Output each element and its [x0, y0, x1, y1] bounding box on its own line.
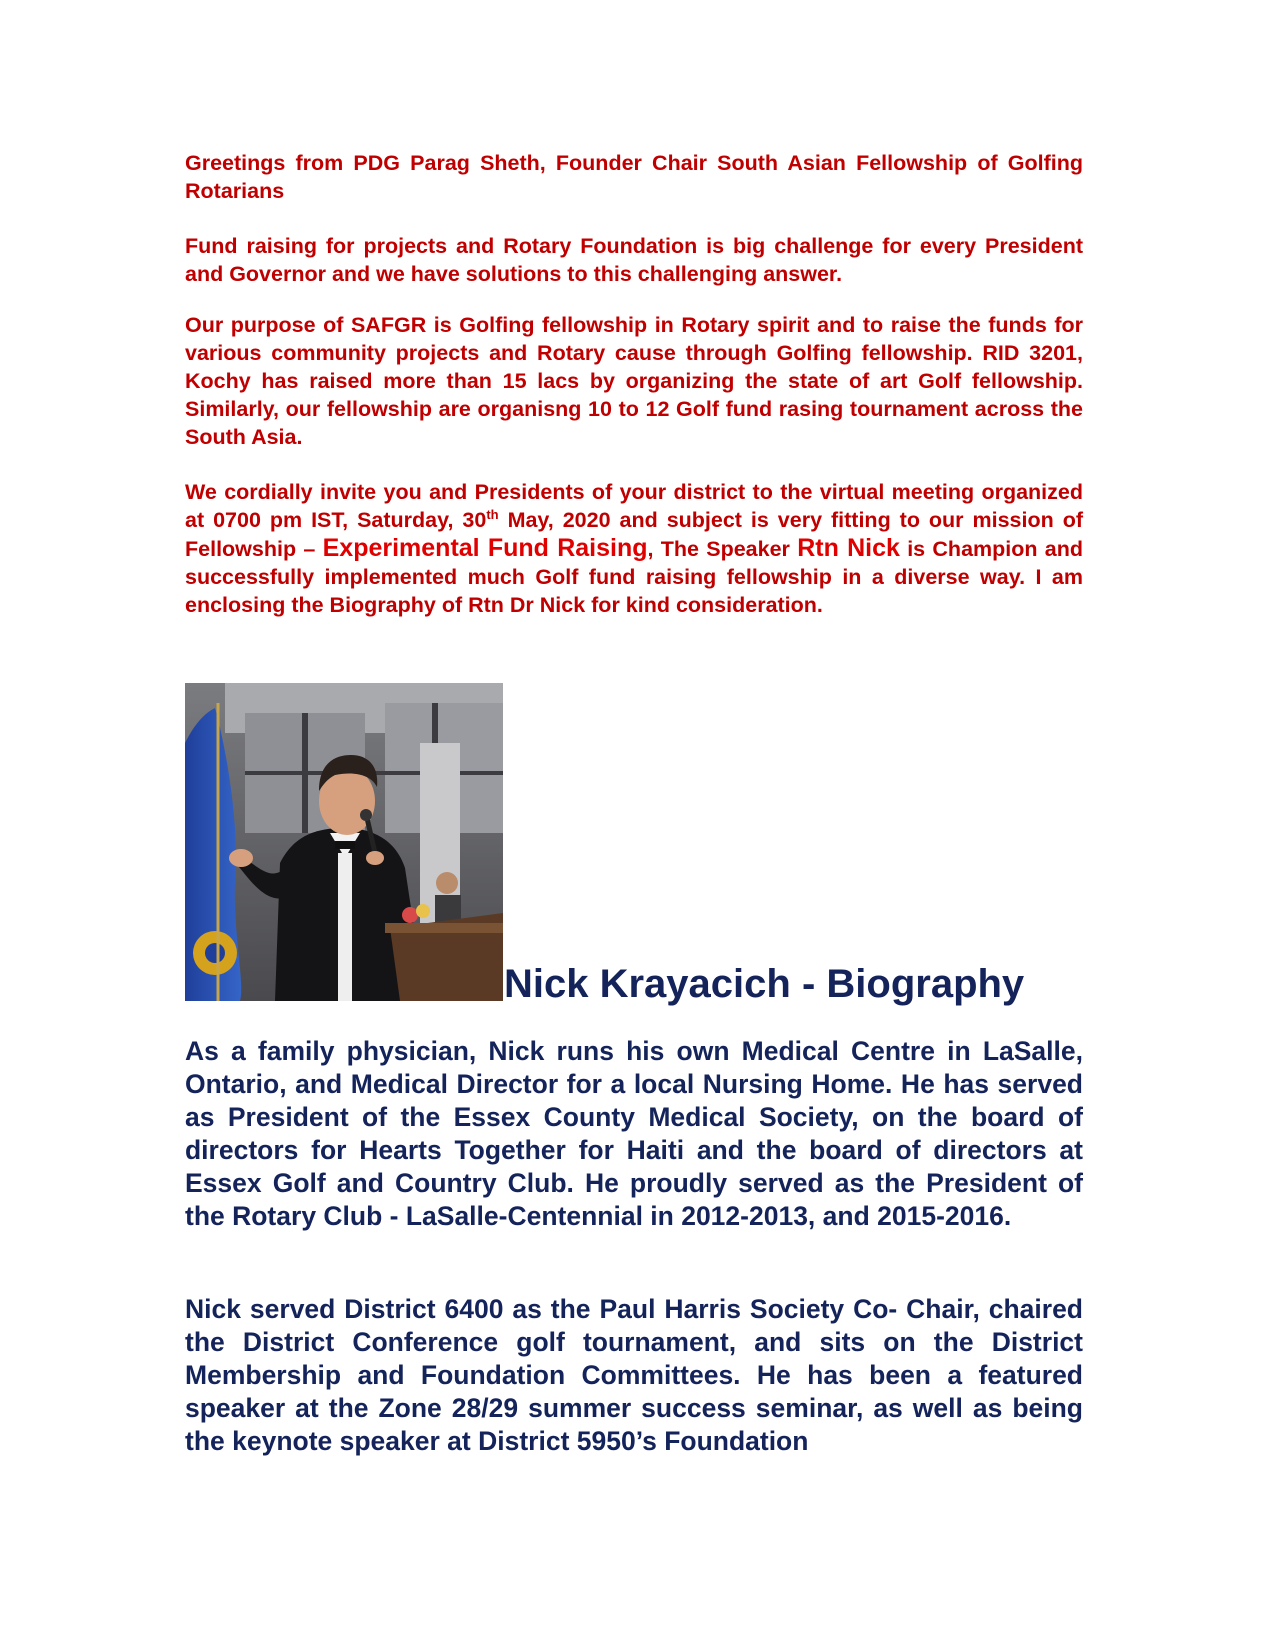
invitation-paragraph — [185, 478, 1083, 619]
speaker-name: Rtn Nick — [797, 534, 900, 562]
invite-text-1: We cordially invite you and Presidents of your district to the virtual meeting organized at 0700 pm IST, Saturday, 30 — [185, 480, 1083, 532]
fund-raising-paragraph: Fund raising for projects and Rotary Foundation is big challenge for every President and Governor and we have solutions to this challenging answer. — [185, 234, 1083, 286]
greeting-paragraph: Greetings from PDG Parag Sheth, Founder Chair South Asian Fellowship of Golfing Rotarians — [185, 151, 1083, 203]
invite-text-2: May, 2020 and subject is very fitting to our mission of Fellowship – — [185, 508, 1083, 561]
date-superscript: th — [486, 506, 499, 522]
biography-paragraph-2: Nick served District 6400 as the Paul Harris Society Co- Chair, chaired the District Conference golf tournament, and sits on the District Membership and Foundation Committees. He has been a featured speaker at the Zone 28/29 summer success seminar, as well as being the keynote speaker at District 5950’s Foundation — [185, 1294, 1083, 1456]
purpose-paragraph: Our purpose of SAFGR is Golfing fellowship in Rotary spirit and to raise the funds for various community projects and Rotary cause through Golfing fellowship. RID 3201, Kochy has raised more than 15 lacs by organizing the state of art Golf fellowship. Similarly, our fellowship are organisng 10 to 12 Golf fund rasing tournament across the South Asia. — [185, 313, 1083, 449]
invite-text-3: , The Speaker — [647, 537, 798, 561]
speaker-photo — [185, 683, 503, 1001]
meeting-subject: Experimental Fund Raising — [322, 534, 648, 562]
invite-text-4: is Champion and successfully implemented much Golf fund raising fellowship in a diverse way. I am enclosing the Biography of Rtn Dr Nick for kind consideration. — [185, 537, 1084, 617]
biography-paragraph-1: As a family physician, Nick runs his own Medical Centre in LaSalle, Ontario, and Medical Director for a local Nursing Home. He has served as President of the Essex County Medical Society, on the board of directors for Hearts Together for Haiti and the board of directors at Essex Golf and Country Club. He proudly served as the President of the Rotary Club - LaSalle-Centennial in 2012-2013, and 2015-2016. — [185, 1036, 1083, 1231]
biography-title: Nick Krayacich - Biography — [504, 962, 1025, 1006]
